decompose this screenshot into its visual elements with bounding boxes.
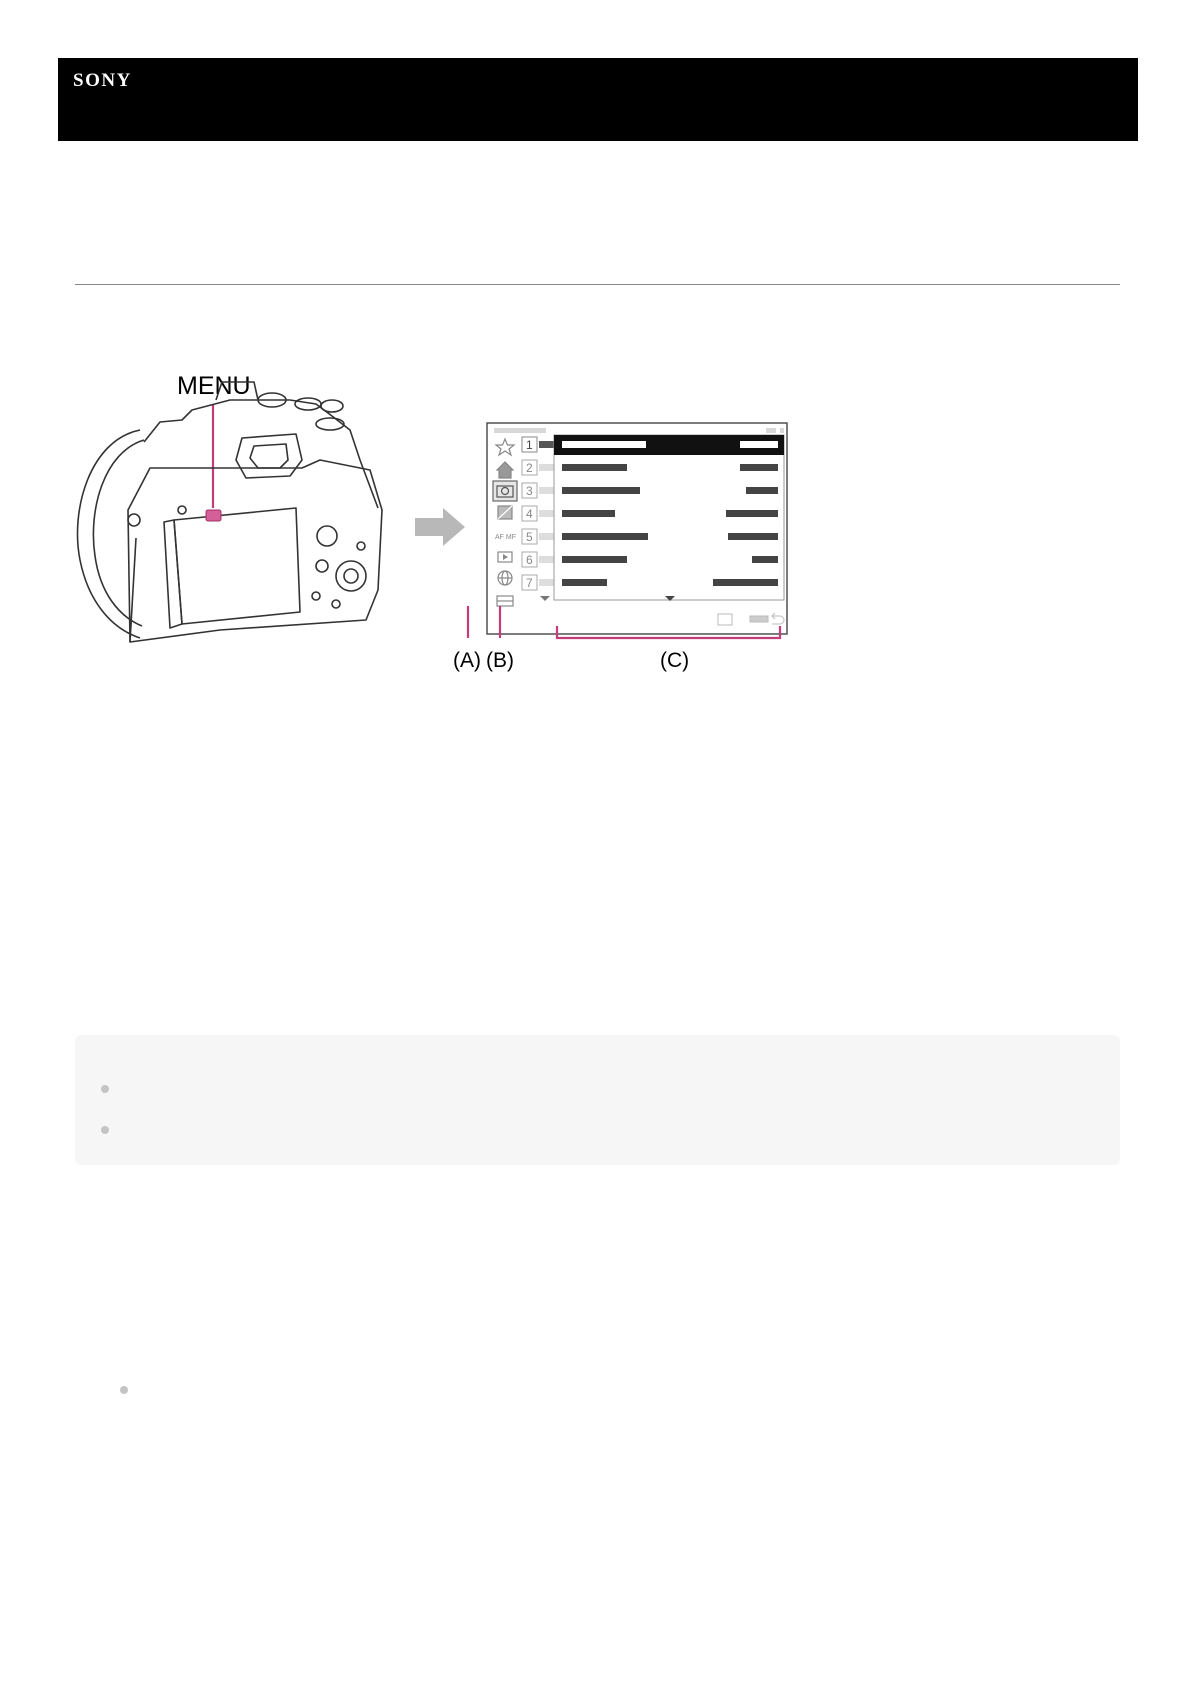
section-divider: [75, 284, 1120, 285]
camera-drawing: [78, 382, 383, 642]
page-number-2: 2: [526, 461, 533, 475]
note-bullet-2: [101, 1126, 109, 1134]
list-bullet: [120, 1386, 128, 1394]
note-box: [75, 1035, 1120, 1165]
menu-illustration: [70, 360, 830, 710]
page-number-1: 1: [526, 438, 533, 452]
menu-button-highlight: [206, 510, 221, 521]
label-a: (A): [453, 649, 481, 672]
exposure-icon: [498, 506, 512, 519]
page-number-6: 6: [526, 553, 533, 567]
header-bar: [58, 58, 1138, 141]
sony-logo: SONY: [73, 70, 132, 91]
arrow-right-icon: [415, 508, 465, 546]
note-bullet-1: [101, 1085, 109, 1093]
page-number-3: 3: [526, 484, 533, 498]
menu-items: [554, 435, 784, 601]
page-number-7: 7: [526, 576, 533, 590]
label-c: (C): [660, 649, 690, 672]
page-number-4: 4: [526, 507, 533, 521]
page-number-5: 5: [526, 530, 533, 544]
label-b: (B): [486, 649, 514, 672]
menu-label: MENU: [177, 372, 251, 400]
af-mf-icon: AF MF: [495, 534, 516, 541]
camera-icon: [493, 481, 517, 501]
